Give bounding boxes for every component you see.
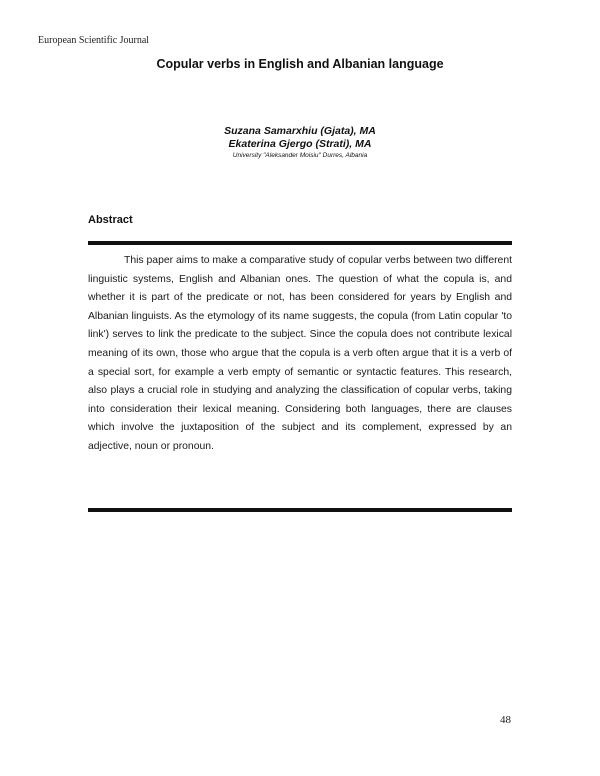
author-affiliation: University "Aleksander Moisiu" Durres, Albania <box>232 152 368 159</box>
author-1: Suzana Samarxhiu (Gjata), MA <box>224 125 376 137</box>
author-2: Ekaterina Gjergo (Strati), MA <box>228 138 372 150</box>
abstract-text: This paper aims to make a comparative study of copular verbs between two different linguistic systems, English and Albanian ones. The question of what the copula is, and whether it is part of the predicate or not, has been considered for years by English and Albanian linguists. As the etymology of its name suggests, the copula (from Latin copular 'to link') serves to link the predicate to the subject. Since the copula does not contribute lexical meaning of its own, those who argue that the copula is a verb often argue that it is a verb of a special sort, for example a verb empty of semantic or syntactic features. This research, also plays a crucial role in studying and analyzing the classification of copular verbs, taking into consideration their lexical meaning. Considering both languages, there are clauses which involve the juxtaposition of the subject and its complement, expressed by an adjective, noun or pronoun. <box>88 255 512 452</box>
abstract-bottom-rule <box>88 508 512 512</box>
abstract-top-rule <box>88 241 512 245</box>
paper-title: Copular verbs in English and Albanian language <box>156 57 444 71</box>
journal-name: European Scientific Journal <box>38 35 150 46</box>
abstract-heading: Abstract <box>88 214 133 226</box>
page-number: 48 <box>500 714 511 726</box>
author-block <box>200 125 400 160</box>
